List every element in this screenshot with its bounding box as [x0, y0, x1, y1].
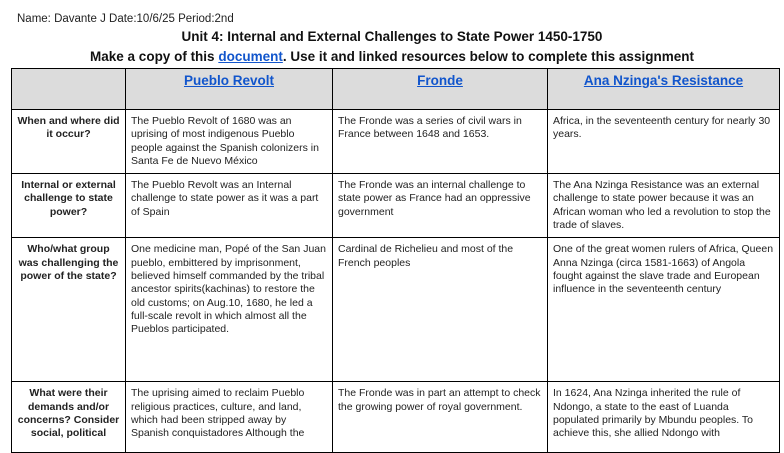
row-question: Who/what group was challenging the power of the state? [12, 238, 126, 382]
pueblo-revolt-link[interactable]: Pueblo Revolt [183, 73, 274, 88]
row-question: What were their demands and/or concerns? Consider social, political [12, 382, 126, 453]
table-cell[interactable]: The Ana Nzinga Resistance was an external challenge to state power because it was an African woman who led a revolution to stop the trade of slaves. [548, 174, 780, 238]
table-row [12, 174, 780, 238]
page-title: Unit 4: Internal and External Challenges to State Power 1450-1750 [181, 29, 603, 44]
instructions-text-before: Make a copy of this [90, 49, 219, 64]
row-question: Internal or external challenge to state power? [12, 174, 126, 238]
table-cell[interactable]: One of the great women rulers of Africa, Queen Anna Nzinga (circa 1581-1663) of Angola fought against the slave trade and European influence in the seventeenth century [548, 238, 780, 382]
table-row [12, 110, 780, 174]
document-link[interactable]: document [218, 49, 283, 64]
table-cell[interactable]: Africa, in the seventeenth century for nearly 30 years. [548, 110, 780, 174]
row-question: When and where did it occur? [12, 110, 126, 174]
table-cell[interactable]: The Pueblo Revolt of 1680 was an uprising of most indigenous Pueblo people against the Spanish colonizers in Santa Fe de Nuevo México [126, 110, 333, 174]
table-cell[interactable]: Cardinal de Richelieu and most of the French peoples [333, 238, 548, 382]
header-corner-cell [12, 69, 126, 110]
table-cell[interactable]: One medicine man, Popé of the San Juan pueblo, embittered by imprisonment, believed himself commanded by the tribal ancestor spirits(kachinas) to restore the old customs; on Aug.10, 1680, he led a full-scale revolt in which almost all the Pueblos participated. [126, 238, 333, 382]
table-row [12, 238, 780, 382]
ana-nzinga-link[interactable]: Ana Nzinga's Resistance [583, 73, 744, 88]
column-header [548, 69, 780, 110]
table-cell[interactable]: The Pueblo Revolt was an Internal challenge to state power as it was a part of Spain [126, 174, 333, 238]
comparison-table [11, 68, 780, 453]
student-info-line: Name: Davante J Date:10/6/25 Period:2nd [17, 13, 234, 25]
table-cell[interactable]: The uprising aimed to reclaim Pueblo religious practices, culture, and land, which had been stripped away by Spanish conquistadores Although the [126, 382, 333, 453]
table-row [12, 382, 780, 453]
table-header-row [12, 69, 780, 110]
table-cell[interactable]: In 1624, Ana Nzinga inherited the rule of Ndongo, a state to the east of Luanda populated primarily by Mbundu peoples. To achieve this, she allied Ndongo with [548, 382, 780, 453]
table-cell[interactable]: The Fronde was a series of civil wars in France between 1648 and 1653. [333, 110, 548, 174]
assignment-instructions [0, 49, 784, 64]
table-cell[interactable]: The Fronde was in part an attempt to check the growing power of royal government. [333, 382, 548, 453]
column-header [126, 69, 333, 110]
table-cell[interactable]: The Fronde was an internal challenge to state power as France had an oppressive government [333, 174, 548, 238]
column-header [333, 69, 548, 110]
fronde-link[interactable]: Fronde [417, 73, 463, 88]
instructions-text-after: . Use it and linked resources below to complete this assignment [282, 49, 694, 64]
